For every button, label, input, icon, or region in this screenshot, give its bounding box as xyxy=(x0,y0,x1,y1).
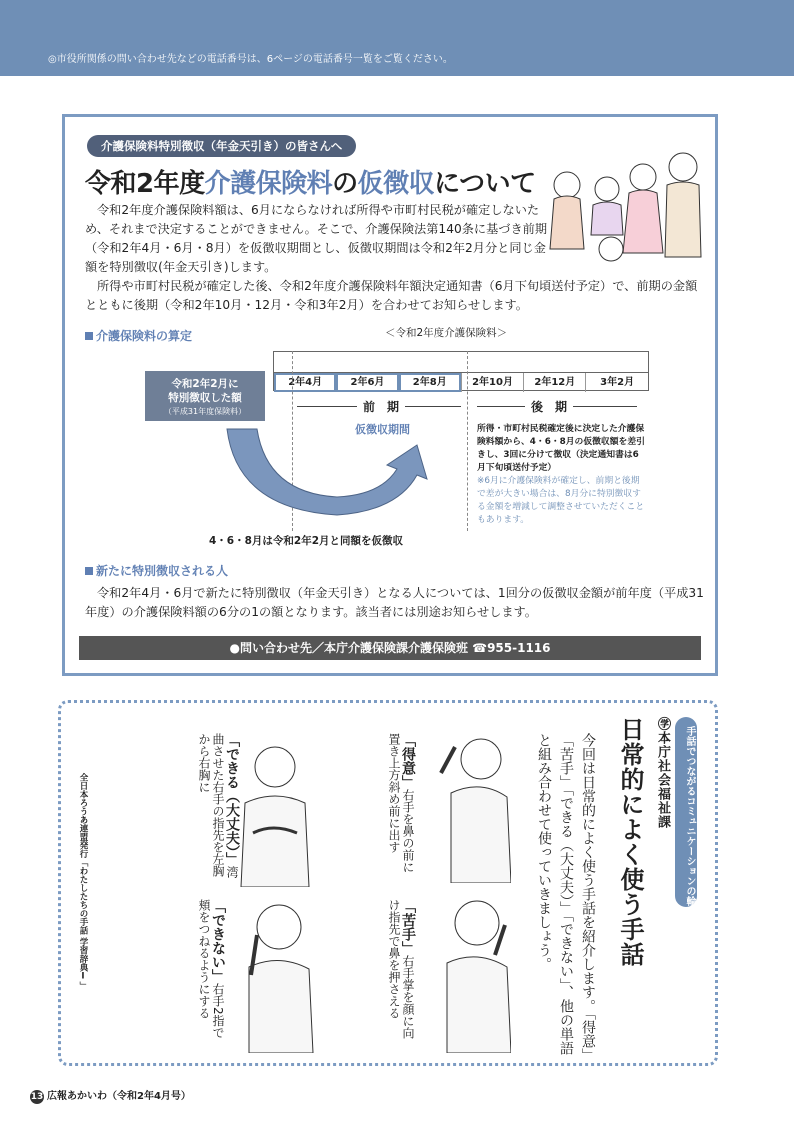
sign-dekinai xyxy=(197,899,225,1049)
diagram-title: ＜令和2年度介護保険料＞ xyxy=(385,327,508,339)
month-calendar xyxy=(273,351,649,391)
month-cell: 2年8月 xyxy=(399,373,461,392)
sign-name: 「苦手」 xyxy=(400,899,416,955)
first-half-label: 前 期 xyxy=(363,400,400,414)
article-headline: 令和2年度介護保険料の仮徴収について xyxy=(85,169,536,199)
top-banner xyxy=(0,0,794,76)
sign-name: 「得意」 xyxy=(400,733,416,789)
arrow-line xyxy=(477,406,525,407)
arrow-line xyxy=(573,406,637,407)
series-band: 手話でつながるコミュニケーションの輪 xyxy=(675,717,697,907)
sign-nigate xyxy=(387,899,415,1049)
arrow-line xyxy=(405,406,461,407)
person-illustration xyxy=(431,733,511,883)
sign-language-article xyxy=(58,700,718,1066)
divider xyxy=(467,351,468,531)
family-illustration xyxy=(545,147,705,267)
second-half-label: 後 期 xyxy=(531,400,568,414)
person-illustration xyxy=(237,737,313,887)
provisional-period-label: 仮徴収期間 xyxy=(355,423,410,436)
insurance-article xyxy=(62,114,718,676)
month-cell: 2年6月 xyxy=(336,373,398,392)
sign-desc: 右手2指で頬をつねるようにする xyxy=(197,899,225,1039)
contact-bar: ●問い合わせ先／本庁介護保険課介護保険班 ☎955-1116 xyxy=(79,636,701,660)
publication-label: 広報あかいわ（令和2年4月号） xyxy=(47,1091,191,1102)
month-cell: 3年2月 xyxy=(585,373,647,392)
sign-dekiru xyxy=(197,733,239,883)
sign-title: 日常的によく使う手話 xyxy=(616,717,644,967)
collection-note: 所得・市町村民税確定後に決定した介護保険料額から、4・6・8月の仮徴収額を差引きし、3回に分けて徴収（決定通知書は6月下旬頃送付予定） xyxy=(477,424,645,473)
page-footer xyxy=(30,1087,191,1104)
month-cell: 2年4月 xyxy=(274,373,336,392)
month-cell: 2年12月 xyxy=(523,373,585,392)
section-new-collection: 新たに特別徴収される人 xyxy=(85,562,228,579)
department-label: ㊫本庁社会福祉課 xyxy=(655,717,670,829)
adjustment-note: ※6月に介護保険料が確定し、前期と後期で差が大きい場合は、8月分に特別徴収する金額を増減して調整させていただくこともあります。 xyxy=(477,476,645,525)
sign-name: 「できる（大丈夫）」 xyxy=(224,733,240,866)
february-amount-box: 令和2年2月に 特別徴収した額 （平成31年度保険料） xyxy=(145,371,265,421)
person-illustration xyxy=(431,893,511,1053)
page-number: 13 xyxy=(30,1092,44,1102)
section-calculation: 介護保険料の算定 xyxy=(85,327,192,344)
phone-notice: ◎市役所関係の問い合わせ先などの電話番号は、6ページの電話番号一覧をご覧ください。 xyxy=(48,54,453,65)
paragraph-3: 令和2年4月・6月で新たに特別徴収（年金天引き）となる人については、1回分の仮徴収金額が前年度（平成31年度）の介護保険料額の6分の1の額となります。該当者には別途お知らせします。 xyxy=(85,586,704,619)
article-kicker: 介護保険料特別徴収（年金天引き）の皆さんへ xyxy=(87,135,356,157)
sign-desc: 右手掌を顔に向け指先で鼻を押さえる xyxy=(387,899,415,1039)
sign-tokui xyxy=(387,733,415,873)
paragraph-1: 令和2年度介護保険料額は、6月にならなければ所得や市町村民税が確定しないため、それまで決定することができません。そこで、介護保険法第140条に基づき前期（令和2年4月・6月・8月）を仮徴収期間とし、仮徴収期間は令和2年2月分と同じ金額を特別徴収(年金天引き)します。 xyxy=(85,203,548,274)
arrow-line xyxy=(297,406,357,407)
source-credit: 全日本ろうあ連盟発行「わたしたちの手話 学習辞典Ⅰ」 xyxy=(78,773,88,990)
sign-intro: 今回は日常的によく使う手話を紹介します。「得意」「苦手」「できる（大丈夫）」「できない」、他の単語と組み合わせて使っていきましょう。 xyxy=(536,733,596,1062)
diagram-caption: 4・6・8月は令和2年2月と同額を仮徴収 xyxy=(209,535,404,547)
month-cell: 2年10月 xyxy=(461,373,523,392)
person-illustration xyxy=(237,893,317,1053)
carry-over-arrow xyxy=(215,427,435,527)
paragraph-2: 所得や市町村民税が確定した後、令和2年度介護保険料年額決定通知書（6月下旬頃送付予定）で、前期の金額とともに後期（令和2年10月・12月・令和3年2月）を合わせてお知らせします。 xyxy=(85,279,698,312)
sign-name: 「できない」 xyxy=(210,899,226,983)
sign-desc: 右手を鼻の前に置き上方斜め前に出す xyxy=(387,733,415,873)
sign-desc: 湾曲させた右手の指先を左胸から右胸に xyxy=(197,733,239,878)
